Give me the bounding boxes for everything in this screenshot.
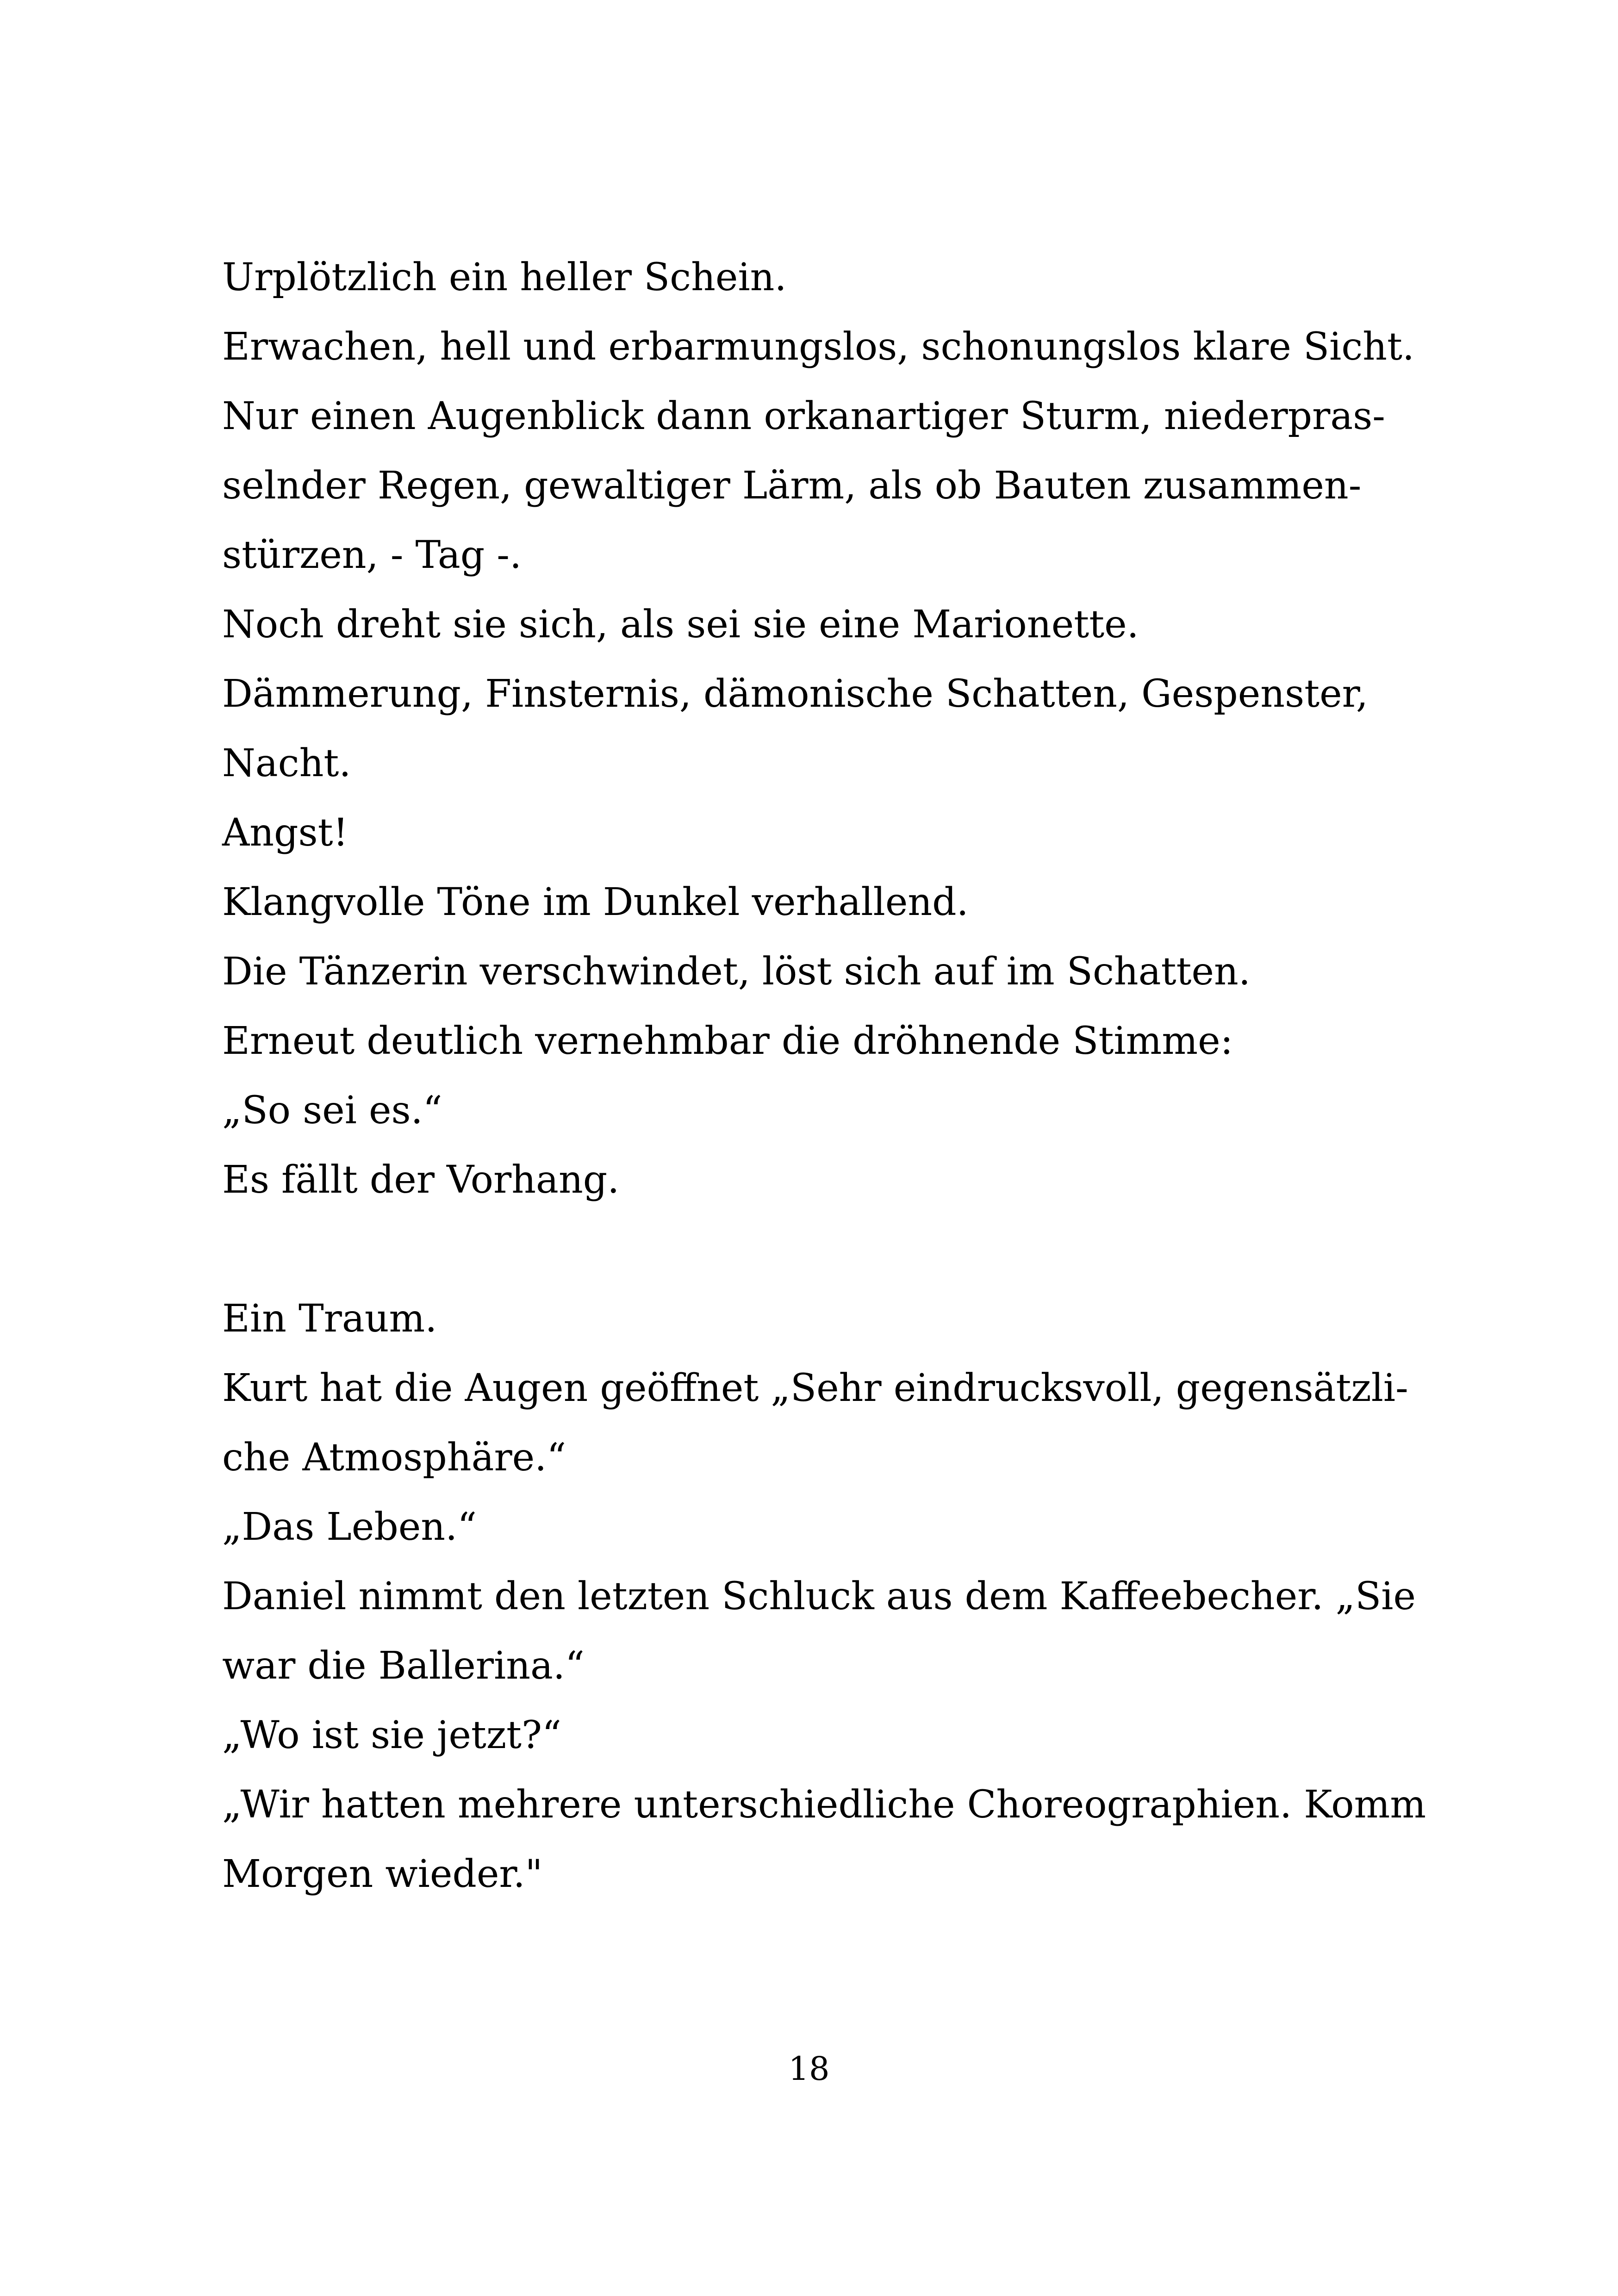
text-line: „Das Leben.“: [222, 1505, 477, 1549]
text-line: „So sei es.“: [222, 1089, 442, 1132]
text-line: Klangvolle Töne im Dunkel verhallend.: [222, 880, 969, 924]
page-number: 18: [788, 2050, 830, 2088]
text-line: Dämmerung, Finsternis, dämonische Schatten, Gespenster,: [222, 672, 1368, 716]
page-body: [222, 243, 1426, 1909]
text-line: Urplötzlich ein heller Schein.: [222, 255, 787, 299]
text-line: Nacht.: [222, 741, 351, 785]
text-line: Nur einen Augenblick dann orkanartiger Sturm, niederpras-: [222, 394, 1386, 438]
text-line: Daniel nimmt den letzten Schluck aus dem Kaffeebecher. „Sie: [222, 1574, 1416, 1618]
text-line: che Atmosphäre.“: [222, 1436, 566, 1480]
text-line: Erneut deutlich vernehmbar die dröhnende Stimme:: [222, 1019, 1233, 1063]
blank-line: [222, 1215, 1356, 1284]
text-line: Die Tänzerin verschwindet, löst sich auf im Schatten.: [222, 950, 1251, 994]
text-line: „Wir hatten mehrere unterschiedliche Choreographien. Komm: [222, 1783, 1426, 1827]
text-line: Es fällt der Vorhang.: [222, 1158, 620, 1202]
text-line: stürzen, - Tag -.: [222, 533, 522, 577]
text-line: Ein Traum.: [222, 1297, 437, 1341]
text-line: Morgen wieder.": [222, 1852, 543, 1896]
text-line: war die Ballerina.“: [222, 1644, 585, 1688]
text-line: Angst!: [222, 811, 348, 855]
text-line: selnder Regen, gewaltiger Lärm, als ob Bauten zusammen-: [222, 464, 1362, 508]
text-line: „Wo ist sie jetzt?“: [222, 1713, 561, 1757]
text-line: Erwachen, hell und erbarmungslos, schonungslos klare Sicht.: [222, 325, 1415, 369]
text-line: Noch dreht sie sich, als sei sie eine Marionette.: [222, 603, 1139, 647]
text-line: Kurt hat die Augen geöffnet „Sehr eindrucksvoll, gegensätzli-: [222, 1366, 1408, 1410]
